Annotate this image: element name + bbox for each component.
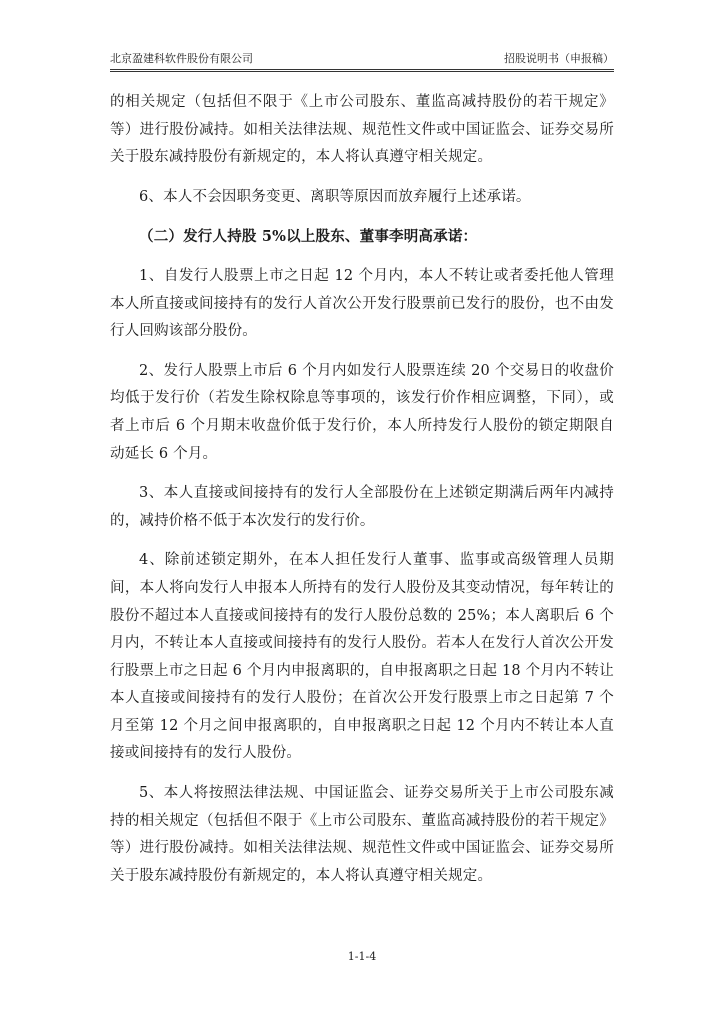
header-divider xyxy=(110,69,614,72)
paragraph-item-2: 2、发行人股票上市后 6 个月内如发行人股票连续 20 个交易日的收盘价均低于发行价（若发生除权除息等事项的，该发行价作相应调整，下同），或者上市后 6 个月期末收盘价低于发行价，本人所持发行人股份的锁定期限自动延长 6 个月。 xyxy=(110,362,614,462)
paragraph-item-5: 5、本人将按照法律法规、中国证监会、证券交易所关于上市公司股东减持的相关规定（包括但不限于《上市公司股东、董监高减持股份的若干规定》等）进行股份减持。如相关法律法规、规范性文件或中国证监会、证券交易所关于股东减持股份有新规定的，本人将认真遵守相关规定。 xyxy=(110,785,614,884)
paragraph-item-3: 3、本人直接或间接持有的发行人全部股份在上述锁定期满后两年内减持的，减持价格不低于本次发行的发行价。 xyxy=(110,485,614,529)
page-header xyxy=(110,52,614,70)
paragraph-item-6: 6、本人不会因职务变更、离职等原因而放弃履行上述承诺。 xyxy=(139,188,531,205)
header-company-name: 北京盈建科软件股份有限公司 xyxy=(110,52,253,65)
section-heading-shareholder-commitment: （二）发行人持股 5%以上股东、董事李明高承诺： xyxy=(139,228,478,246)
header-document-title: 招股说明书（申报稿） xyxy=(504,52,614,65)
page-number: 1-1-4 xyxy=(347,950,377,963)
paragraph-item-1: 1、自发行人股票上市之日起 12 个月内，本人不转让或者委托他人管理本人所直接或间接持有的发行人首次公开发行股票前已发行的股份，也不由发行人回购该部分股份。 xyxy=(110,267,614,340)
paragraph-item-4: 4、除前述锁定期外，在本人担任发行人董事、监事或高级管理人员期间，本人将向发行人申报本人所持有的发行人股份及其变动情况，每年转让的股份不超过本人直接或间接持有的发行人股份总数的 25%；本人离职后 6 个月内，不转让本人直接或间接持有的发行人股份。若本人在发行人首次公开发行股票上市之日起 6 个月内申报离职的，自申报离职之日起 18 个月内不转让本人直接或间接持有的发行人股份；在首次公开发行股票上市之日起第 7 个月至第 12 个月之间申报离职的，自申报离职之日起 12 个月内不转让本人直接或间接持有的发行人股份。 xyxy=(110,552,614,762)
paragraph-continuation: 的相关规定（包括但不限于《上市公司股东、董监高减持股份的若干规定》等）进行股份减持。如相关法律法规、规范性文件或中国证监会、证券交易所关于股东减持股份有新规定的，本人将认真遵守相关规定。 xyxy=(110,94,614,166)
document-body xyxy=(110,89,614,902)
